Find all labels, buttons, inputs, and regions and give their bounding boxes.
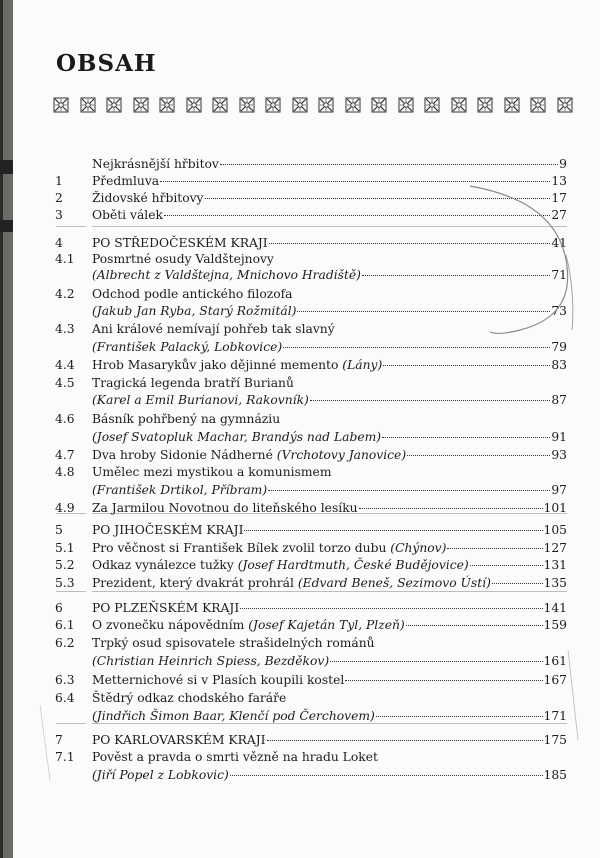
toc-entry — [0, 634, 587, 652]
toc-entry-subtitle: (Vrchotovy Janovice) — [276, 448, 407, 462]
toc-entry — [0, 539, 587, 557]
toc-entry-title — [92, 707, 375, 725]
toc-entry-title — [92, 338, 282, 356]
dot-leader — [240, 607, 542, 609]
toc-entry-title-text: Pověst a pravda o smrti vězně na hradu Loket — [92, 750, 378, 764]
toc-entry — [0, 428, 587, 446]
toc-entry-title-text: Židovské hřbitovy — [92, 191, 204, 205]
toc-entry-title — [92, 499, 358, 517]
toc-entry-title — [92, 172, 159, 190]
toc-entry-title-text: Ani králové nemívají pohřeb tak slavný — [92, 322, 335, 336]
page-title: OBSAH — [56, 50, 157, 77]
toc-entry-number: 5.3 — [55, 576, 75, 590]
toc-entry-subtitle: (Karel a Emil Burianovi, Rakovník) — [92, 393, 309, 407]
toc-entry — [0, 671, 587, 689]
toc-entry-title — [92, 266, 361, 284]
toc-entry-title — [92, 766, 229, 784]
toc-entry-number: 6 — [55, 601, 63, 615]
toc-entry-title-text: Za Jarmilou Novotnou do liteňského lesíku — [92, 501, 358, 515]
toc-entry-title — [92, 391, 309, 409]
toc-entry-title — [92, 320, 335, 338]
dot-leader — [383, 364, 550, 366]
toc-entry — [0, 616, 587, 634]
toc-entry-page: 79 — [551, 340, 567, 354]
toc-entry-page: 127 — [543, 541, 567, 555]
toc-entry-page: 171 — [543, 709, 567, 723]
toc-entry — [0, 302, 587, 320]
toc-entry-title-text: Metternichové si v Plasích koupili kostel — [92, 673, 345, 687]
toc-entry-title-text: Tragická legenda bratří Burianů — [92, 376, 294, 390]
toc-entry-number: 6.4 — [55, 691, 75, 705]
toc-entry-number: 4.5 — [55, 376, 75, 390]
toc-entry — [0, 356, 587, 374]
toc-entry-text — [92, 521, 567, 539]
toc-entry-number: 4 — [55, 236, 63, 250]
dot-leader — [205, 197, 551, 199]
toc-entry-subtitle: (František Drtikol, Příbram) — [92, 483, 268, 497]
dot-leader — [269, 242, 551, 244]
toc-entry-title-text: Posmrtné osudy Valdštejnovy — [92, 252, 274, 266]
dot-leader — [267, 739, 543, 741]
dot-leader — [297, 310, 550, 312]
dot-leader — [447, 547, 542, 549]
toc-entry-number: 4.3 — [55, 322, 75, 336]
toc-entry-subtitle: (Jakub Jan Ryba, Starý Rožmitál) — [92, 304, 297, 318]
toc-entry-subtitle: (Josef Kajetán Tyl, Plzeň) — [248, 618, 405, 632]
dot-leader — [330, 660, 542, 662]
toc-entry-text — [92, 574, 567, 592]
toc-entry-title — [92, 410, 280, 428]
toc-entry-text — [92, 410, 567, 428]
toc-entry-title-text: O zvonečku nápovědním — [92, 618, 249, 632]
toc-entry-text — [92, 707, 567, 725]
toc-entry — [0, 481, 587, 499]
toc-entry-page: 185 — [543, 768, 567, 782]
toc-entry-text — [92, 481, 567, 499]
toc-entry — [0, 556, 587, 574]
dot-leader — [406, 624, 543, 626]
toc-entry-title-text: Trpký osud spisovatele strašidelných románů — [92, 636, 375, 650]
toc-entry-text — [92, 155, 567, 173]
dot-leader — [220, 163, 558, 165]
toc-entry-text — [92, 172, 567, 190]
toc-entry-title-text: PO STŘEDOČESKÉM KRAJI — [92, 236, 268, 250]
dot-leader — [362, 274, 550, 276]
toc-entry — [0, 155, 587, 173]
toc-entry-number: 4.7 — [55, 448, 75, 462]
toc-entry-number: 4.4 — [55, 358, 75, 372]
toc-entry-title-text: Dva hroby Sidonie Nádherné — [92, 448, 277, 462]
toc-entry-title — [92, 374, 294, 392]
toc-entry — [0, 206, 587, 224]
toc-entry — [0, 499, 587, 517]
toc-entry-text — [92, 652, 567, 670]
toc-entry — [0, 320, 587, 338]
toc-entry-title — [92, 634, 375, 652]
toc-entry-page: 159 — [543, 618, 567, 632]
toc-entry-title — [92, 574, 491, 592]
toc-entry-title — [92, 356, 382, 374]
toc-entry-title-text: Nejkrásnější hřbitov — [92, 157, 219, 171]
toc-entry — [0, 285, 587, 303]
toc-entry-title-text: Hrob Masarykův jako dějinné memento — [92, 358, 343, 372]
toc-entry-subtitle: (Jindřich Šimon Baar, Klenčí pod Čerchovem) — [92, 709, 375, 723]
toc-entry-number: 4.9 — [55, 501, 75, 515]
dot-leader — [382, 436, 550, 438]
toc-entry-title — [92, 428, 381, 446]
toc-entry-title-text: Umělec mezi mystikou a komunismem — [92, 465, 332, 479]
dot-leader — [164, 214, 550, 216]
dot-leader — [470, 564, 543, 566]
toc-entry-text — [92, 285, 567, 303]
dot-leader — [310, 399, 550, 401]
toc-entry-title — [92, 689, 286, 707]
toc-entry-title — [92, 446, 406, 464]
toc-entry-subtitle: (Edvard Beneš, Sezimovo Ústí) — [297, 576, 491, 590]
toc-entry-title-text: Prezident, který dvakrát prohrál — [92, 576, 298, 590]
toc-entry-title-text: Odkaz vynálezce tužky — [92, 558, 238, 572]
toc-entry-number: 6.3 — [55, 673, 75, 687]
toc-entry-number: 3 — [55, 208, 63, 222]
dot-leader — [230, 774, 543, 776]
toc-entry-title-text: PO KARLOVARSKÉM KRAJI — [92, 733, 266, 747]
toc-entry-title — [92, 302, 296, 320]
toc-entry-title — [92, 671, 344, 689]
toc-entry-text — [92, 616, 567, 634]
toc-entry-text — [92, 206, 567, 224]
toc-entry-title-text: Štědrý odkaz chodského faráře — [92, 691, 287, 705]
toc-entry — [0, 266, 587, 284]
dot-leader — [268, 489, 550, 491]
toc-entry-subtitle: (Albrecht z Valdštejna, Mnichovo Hradiště) — [92, 268, 361, 282]
toc-entry-page: 83 — [551, 358, 567, 372]
toc-entry — [0, 338, 587, 356]
toc-entry-title — [92, 556, 469, 574]
toc-entry-number: 7 — [55, 733, 63, 747]
dot-leader — [407, 454, 550, 456]
toc-entry-text — [92, 320, 567, 338]
toc-entry-subtitle: (Chýnov) — [390, 541, 447, 555]
toc-entry-page: 73 — [551, 304, 567, 318]
toc-entry-title-text: PO PLZEŇSKÉM KRAJI — [92, 601, 240, 615]
toc-entry-title — [92, 463, 331, 481]
toc-entry-page: 71 — [551, 268, 567, 282]
toc-entry-text — [92, 302, 567, 320]
dot-leader — [376, 715, 543, 717]
dot-leader — [345, 679, 542, 681]
toc-entry-text — [92, 391, 567, 409]
toc-entry-page: 101 — [543, 501, 567, 515]
toc-entry-title-text: PO JIHOČESKÉM KRAJI — [92, 523, 244, 537]
toc-entry-title — [92, 481, 267, 499]
toc-entry-subtitle: (Jiří Popel z Lobkovic) — [92, 768, 229, 782]
toc-entry-subtitle: (Lány) — [342, 358, 383, 372]
dot-leader — [492, 582, 543, 584]
toc-entry-title — [92, 539, 446, 557]
toc-entry-text — [92, 428, 567, 446]
toc-entry-subtitle: (Josef Hardtmuth, České Budějovice) — [237, 558, 469, 572]
toc-entry — [0, 172, 587, 190]
toc-entry-page: 17 — [551, 191, 567, 205]
toc-entry-page: 91 — [551, 430, 567, 444]
toc-entry — [0, 521, 587, 539]
toc-entry-text — [92, 599, 567, 617]
toc-entry-number: 2 — [55, 191, 63, 205]
toc-entry-number: 4.2 — [55, 287, 75, 301]
toc-entry-text — [92, 446, 567, 464]
toc-entry-text — [92, 671, 567, 689]
toc-entry — [0, 766, 587, 784]
dot-leader — [283, 346, 550, 348]
toc-entry-text — [92, 748, 567, 766]
toc-entry — [0, 748, 587, 766]
toc-entry-text — [92, 463, 567, 481]
toc-entry-number: 4.8 — [55, 465, 75, 479]
toc-entry-title — [92, 155, 219, 173]
toc-entry-subtitle: (Josef Svatopluk Machar, Brandýs nad Labem) — [92, 430, 382, 444]
toc-entry — [0, 446, 587, 464]
toc-entry-title-text: Oběti válek — [92, 208, 163, 222]
toc-entry-text — [92, 356, 567, 374]
toc-entry — [0, 599, 587, 617]
toc-entry-title-text: Předmluva — [92, 174, 160, 188]
section-divider — [56, 226, 86, 227]
toc-entry — [0, 374, 587, 392]
toc-entry-title — [92, 731, 266, 749]
toc-entry-page: 175 — [543, 733, 567, 747]
toc-entry-page: 93 — [551, 448, 567, 462]
toc-entry-text — [92, 189, 567, 207]
toc-entry — [0, 189, 587, 207]
toc-entry-page: 131 — [543, 558, 567, 572]
toc-entry-number: 1 — [55, 174, 63, 188]
dot-leader — [359, 507, 543, 509]
toc-entry — [0, 731, 587, 749]
toc-entry-subtitle: (František Palacký, Lobkovice) — [92, 340, 283, 354]
toc-entry-page: 41 — [551, 236, 567, 250]
toc-entry-page: 135 — [543, 576, 567, 590]
toc-entry-number: 6.2 — [55, 636, 75, 650]
toc-entry-page: 167 — [543, 673, 567, 687]
toc-entry — [0, 410, 587, 428]
toc-entry-title-text: Básník pohřbený na gymnáziu — [92, 412, 281, 426]
toc-entry — [0, 574, 587, 592]
toc-entry-subtitle: (Christian Heinrich Spiess, Bezděkov) — [92, 654, 330, 668]
toc-entry-number: 5.1 — [55, 541, 75, 555]
toc-entry-number: 7.1 — [55, 750, 75, 764]
toc-entry — [0, 391, 587, 409]
toc-entry-title — [92, 652, 329, 670]
toc-entry-text — [92, 634, 567, 652]
toc-entry — [0, 707, 587, 725]
toc-entry-page: 161 — [543, 654, 567, 668]
toc-entry-page: 13 — [551, 174, 567, 188]
toc-entry-text — [92, 556, 567, 574]
toc-entry-text — [92, 539, 567, 557]
toc-entry-page: 105 — [543, 523, 567, 537]
section-divider — [92, 226, 567, 227]
toc-entry-page: 27 — [551, 208, 567, 222]
toc-entry-number: 4.6 — [55, 412, 75, 426]
toc-entry-number: 5 — [55, 523, 63, 537]
toc-entry-number: 4.1 — [55, 252, 75, 266]
dot-leader — [160, 180, 550, 182]
toc-entry-page: 97 — [551, 483, 567, 497]
toc-entry — [0, 463, 587, 481]
toc-entry-number: 5.2 — [55, 558, 75, 572]
toc-entry-title — [92, 189, 204, 207]
toc-entry-title-text: Odchod podle antického filozofa — [92, 287, 293, 301]
toc-entry — [0, 652, 587, 670]
toc-entry-text — [92, 499, 567, 517]
toc-entry-text — [92, 689, 567, 707]
toc-entry-page: 87 — [551, 393, 567, 407]
toc-entry-text — [92, 766, 567, 784]
toc-entry — [0, 689, 587, 707]
toc-entry-title — [92, 285, 293, 303]
toc-entry-page: 9 — [559, 157, 567, 171]
toc-entry-title-text: Pro věčnost si František Bílek zvolil torzo dubu — [92, 541, 391, 555]
toc-entry-title — [92, 206, 163, 224]
dot-leader — [244, 529, 542, 531]
toc-entry-text — [92, 731, 567, 749]
toc-entry-title — [92, 616, 405, 634]
toc-entry-title — [92, 521, 243, 539]
toc-entry-text — [92, 374, 567, 392]
toc-entry-number: 6.1 — [55, 618, 75, 632]
toc-entry-text — [92, 266, 567, 284]
toc-entry-page: 141 — [543, 601, 567, 615]
toc-entry-title — [92, 599, 239, 617]
toc-entry-title — [92, 748, 378, 766]
toc-entry-text — [92, 338, 567, 356]
